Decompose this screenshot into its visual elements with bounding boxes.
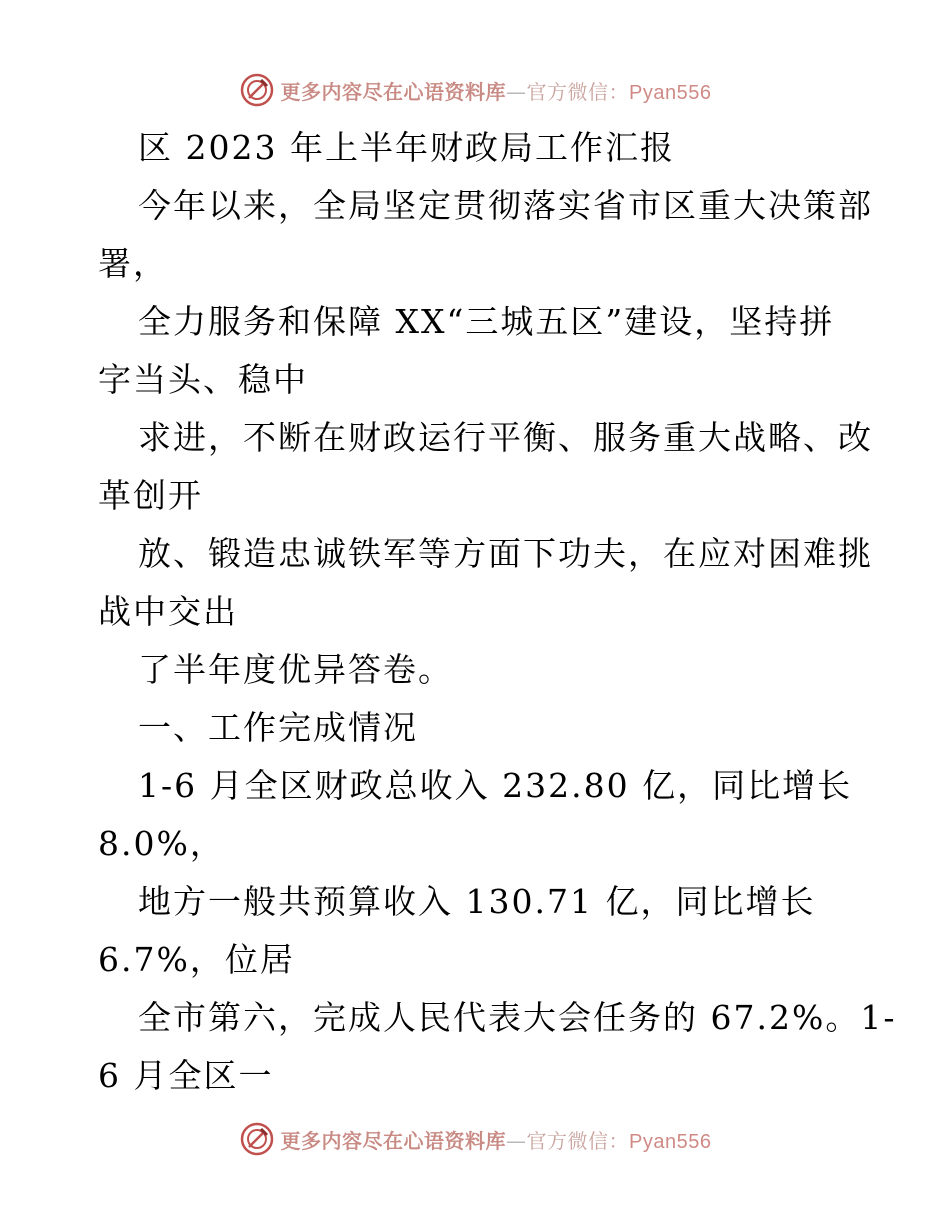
document-title: 区 2023 年上半年财政局工作汇报 <box>138 128 675 167</box>
footer-watermark <box>0 1117 950 1161</box>
paragraph-line: 1-6 月全区财政总收入 232.80 亿，同比增长 <box>138 766 853 805</box>
paragraph-line: 今年以来，全局坚定贯彻落实省市区重大决策部 <box>138 186 873 225</box>
watermark-wechat-label: 官方微信： <box>526 1128 630 1153</box>
paragraph-line: 6.7%，位居 <box>98 940 295 979</box>
paragraph-line: 地方一般共预算收入 130.71 亿，同比增长 <box>138 882 816 921</box>
paragraph-line: 了半年度优异答卷。 <box>138 650 453 689</box>
watermark-wechat-id: Pyan556 <box>629 1130 712 1153</box>
paragraph-line: 全市第六，完成人民代表大会任务的 67.2%。1- <box>138 998 897 1037</box>
paragraph-line: 求进，不断在财政运行平衡、服务重大战略、改 <box>138 418 873 457</box>
watermark-text <box>281 1125 712 1154</box>
watermark-wechat-label: 官方微信： <box>526 79 630 104</box>
paragraph-line: 6 月全区一 <box>98 1056 274 1095</box>
watermark-separator: — <box>506 79 527 104</box>
watermark-separator: — <box>506 1128 527 1153</box>
paragraph-line: 战中交出 <box>98 592 238 631</box>
watermark-main-text: 更多内容尽在心语资料库 <box>280 1128 507 1153</box>
watermark-wechat-id: Pyan556 <box>629 81 712 104</box>
paragraph-line: 署， <box>98 244 168 283</box>
paragraph-line: 放、锻造忠诚铁军等方面下功夫，在应对困难挑 <box>138 534 873 573</box>
paragraph-line: 字当头、稳中 <box>98 360 308 399</box>
paragraph-line: 8.0%， <box>98 824 225 863</box>
paragraph-line: 革创开 <box>98 476 203 515</box>
watermark-main-text: 更多内容尽在心语资料库 <box>280 79 507 104</box>
paragraph-line: 全力服务和保障 XX“三城五区”建设，坚持拼 <box>138 302 835 341</box>
section-heading: 一、工作完成情况 <box>138 708 418 747</box>
seal-logo-icon <box>239 1121 275 1157</box>
